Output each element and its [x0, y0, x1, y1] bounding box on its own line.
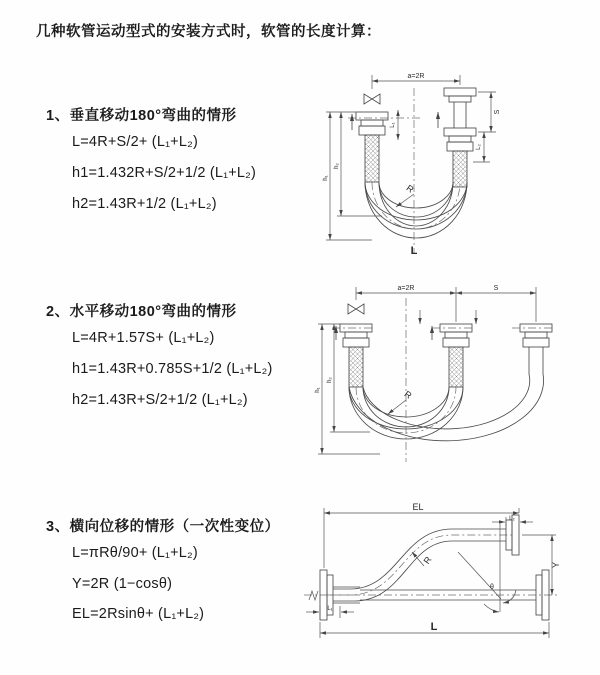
page-title: 几种软管运动型式的安装方式时，软管的长度计算： [36, 24, 381, 40]
section-3-heading: 3、横向位移的情形（一次性变位） [46, 519, 280, 535]
section-1-formula-h2: h2=1.43R+1/2 (L₁+L₂) [72, 196, 217, 212]
dim-l1 [306, 606, 354, 618]
dim-s-label: S [494, 109, 501, 115]
dim-h2-label: h₂ [334, 163, 340, 169]
dim-l1-label: L₁ [390, 122, 396, 128]
dim-a2r [372, 73, 460, 89]
dim-l1-label: L₁ [327, 606, 333, 612]
section-1-formula-l: L=4R+S/2+ (L₁+L₂) [72, 134, 198, 150]
section-2-formula-l: L=4R+1.57S+ (L₁+L₂) [72, 330, 215, 346]
section-2-heading: 2、水平移动180°弯曲的情形 [46, 304, 237, 320]
centerline [304, 591, 558, 600]
diagram-lateral-displacement [300, 500, 592, 650]
section-2-formula-h1: h1=1.43R+0.785S+1/2 (L₁+L₂) [72, 361, 273, 377]
dim-a2r-label: a=2R [397, 285, 415, 292]
radius-callout [396, 183, 416, 207]
centerlines [332, 298, 554, 462]
dim-l2-label: L₂ [476, 144, 482, 150]
dim-l2 [492, 516, 533, 526]
right-hose-arm [520, 324, 552, 374]
dim-s-label: S [493, 285, 499, 292]
u-bend-arcs-displaced [349, 374, 544, 441]
dim-h1-label: h₁ [323, 175, 329, 181]
dim-l2 [473, 132, 490, 162]
dim-a2r [356, 285, 536, 322]
left-hose-arm [352, 112, 388, 182]
dim-y-label: Y [551, 561, 561, 569]
angle-label: θ [490, 584, 494, 591]
radius-label: R [421, 554, 434, 566]
radius-label: R [404, 182, 416, 195]
dim-h2 [327, 324, 370, 432]
dim-h1-label: h₁ [315, 387, 321, 393]
u-bend-arcs [365, 182, 467, 238]
dim-h1 [315, 324, 380, 454]
dim-s [478, 92, 501, 132]
valve-icon [348, 304, 364, 314]
dim-y [522, 535, 561, 595]
dim-l1 [390, 110, 398, 140]
radius-label: R [402, 388, 414, 401]
dim-s [456, 285, 536, 293]
valve-icon [364, 94, 380, 104]
dim-l2-label: L₂ [509, 516, 515, 522]
radius-callout [412, 552, 434, 566]
section-3-formula-l: L=πRθ/90+ (L₁+L₂) [72, 545, 198, 561]
length-label: L [410, 245, 418, 257]
dim-l [320, 621, 549, 638]
angle-construction [458, 524, 516, 612]
left-hose-arm [336, 324, 372, 387]
right-hose-arm [438, 88, 476, 187]
diagram-horizontal-180-bend [308, 282, 596, 468]
dim-a2r-label: a=2R [407, 73, 425, 80]
section-1-heading: 1、垂直移动180°弯曲的情形 [46, 108, 237, 124]
dim-h2-label: h₂ [327, 377, 333, 383]
section-3-formula-y: Y=2R (1−cosθ) [72, 576, 173, 592]
section-1-formula-h1: h1=1.432R+S/2+1/2 (L₁+L₂) [72, 165, 257, 181]
dim-el-label: EL [412, 502, 424, 512]
middle-hose-arm [420, 310, 476, 387]
radius-callout [388, 389, 414, 414]
section-2-formula-h2: h2=1.43R+S/2+1/2 (L₁+L₂) [72, 392, 248, 408]
dim-l-label: L [430, 621, 438, 633]
section-3-formula-el: EL=2Rsinθ+ (L₁+L₂) [72, 606, 205, 622]
diagram-vertical-180-bend [310, 70, 582, 258]
